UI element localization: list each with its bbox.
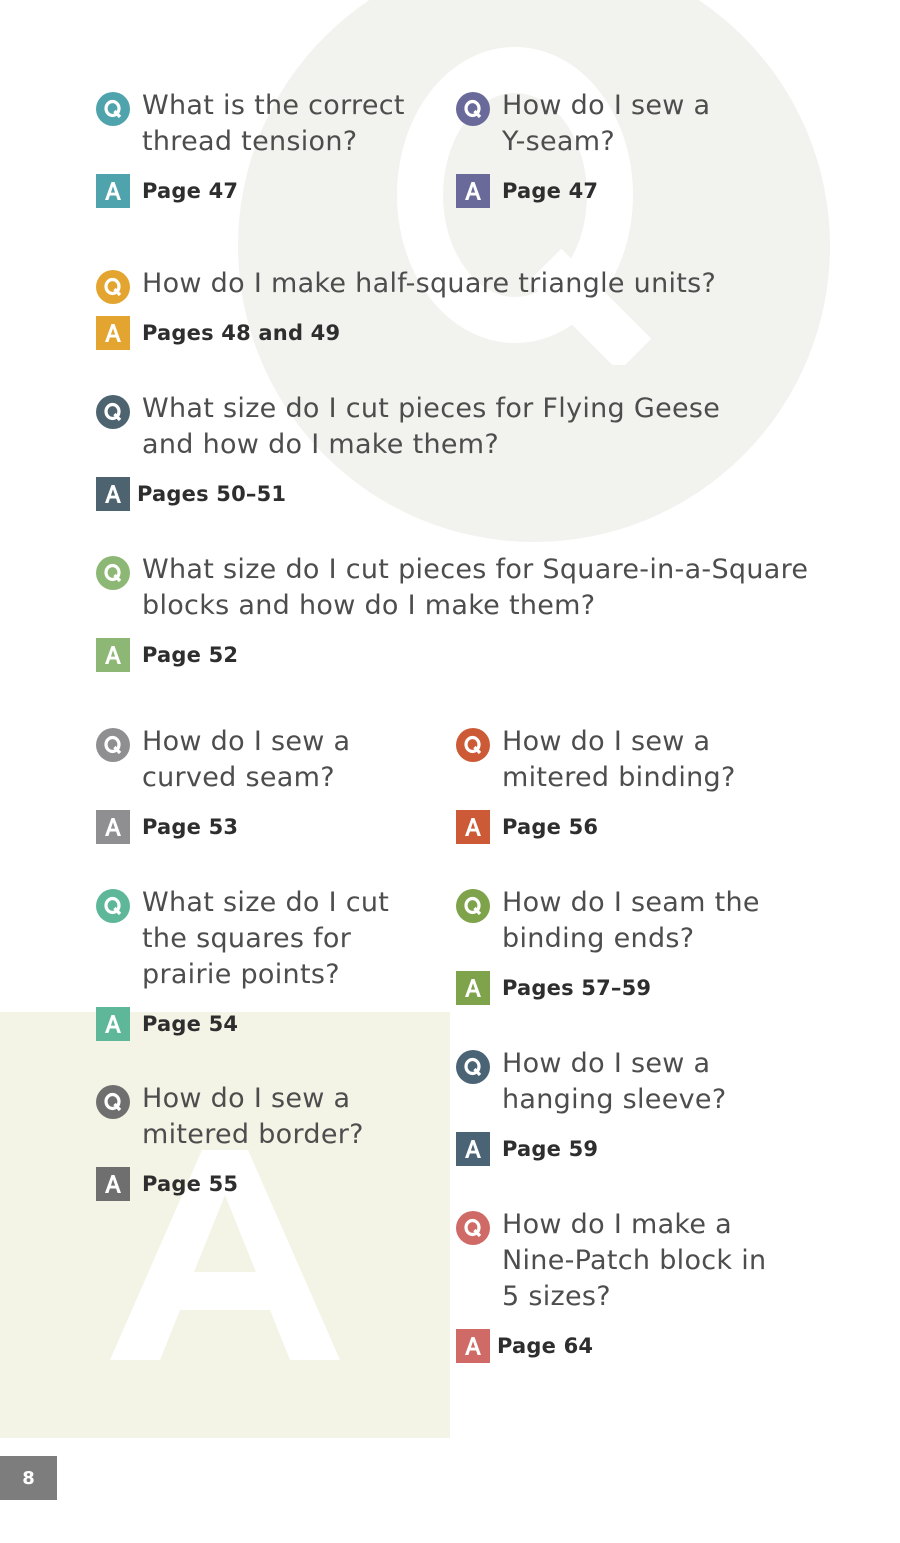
qa-item-mitered-border — [96, 1081, 364, 1201]
a-badge-icon — [96, 316, 130, 350]
answer-page-link[interactable]: Page 52 — [142, 643, 239, 667]
q-badge-icon — [456, 889, 490, 923]
answer-page-link[interactable]: Page 54 — [142, 1012, 239, 1036]
answer-page-link[interactable]: Page 55 — [142, 1172, 239, 1196]
answer-page-link[interactable]: Page 47 — [142, 179, 239, 203]
qa-item-nine-patch — [456, 1207, 766, 1363]
qa-item-curved-seam — [96, 724, 350, 844]
q-badge-icon — [96, 728, 130, 762]
q-badge-icon — [96, 270, 130, 304]
q-badge-icon — [96, 889, 130, 923]
question-text: How do I sew a Y-seam? — [502, 90, 711, 157]
qa-item-hanging-sleeve — [456, 1046, 726, 1166]
a-badge-icon — [456, 1132, 490, 1166]
question-text: How do I make a Nine-Patch block in 5 sizes? — [502, 1209, 767, 1312]
q-badge-icon — [456, 92, 490, 126]
a-badge-icon — [96, 810, 130, 844]
q-badge-icon — [96, 92, 130, 126]
answer-page-link[interactable]: Pages 48 and 49 — [142, 321, 341, 345]
question-text: What size do I cut pieces for Square-in-a-Square blocks and how do I make them? — [142, 554, 809, 621]
a-badge-icon — [96, 638, 130, 672]
question-text: How do I sew a curved seam? — [142, 726, 351, 793]
qa-item-half-square-triangles — [96, 266, 716, 350]
a-badge-icon — [456, 174, 490, 208]
q-badge-icon — [96, 1085, 130, 1119]
a-badge-icon — [456, 810, 490, 844]
page-number: 8 — [0, 1456, 57, 1500]
answer-page-link[interactable]: Pages 50–51 — [137, 482, 287, 506]
question-text: How do I sew a mitered border? — [142, 1083, 364, 1150]
qa-item-flying-geese — [96, 391, 720, 511]
a-badge-icon — [96, 477, 130, 511]
a-badge-icon — [96, 174, 130, 208]
question-text: How do I make half-square triangle units? — [142, 268, 717, 299]
qa-item-binding-ends — [456, 885, 760, 1005]
qa-item-y-seam — [456, 88, 710, 208]
qa-item-square-in-a-square — [96, 552, 808, 672]
answer-page-link[interactable]: Page 53 — [142, 815, 239, 839]
question-text: How do I sew a hanging sleeve? — [502, 1048, 727, 1115]
answer-page-link[interactable]: Page 59 — [502, 1137, 599, 1161]
question-text: How do I seam the binding ends? — [502, 887, 760, 954]
a-badge-icon — [96, 1167, 130, 1201]
q-badge-icon — [96, 556, 130, 590]
a-badge-icon — [456, 971, 490, 1005]
question-text: What size do I cut the squares for prairie points? — [142, 887, 390, 990]
answer-page-link[interactable]: Page 47 — [502, 179, 599, 203]
q-badge-icon — [96, 395, 130, 429]
question-text: What is the correct thread tension? — [142, 90, 405, 157]
q-badge-icon — [456, 1211, 490, 1245]
q-badge-icon — [456, 1050, 490, 1084]
answer-page-link[interactable]: Pages 57–59 — [502, 976, 652, 1000]
question-text: What size do I cut pieces for Flying Geese and how do I make them? — [142, 393, 721, 460]
a-badge-icon — [456, 1329, 490, 1363]
qa-item-thread-tension — [96, 88, 405, 208]
qa-item-mitered-binding — [456, 724, 736, 844]
a-badge-icon — [96, 1007, 130, 1041]
qa-item-prairie-points — [96, 885, 389, 1041]
question-text: How do I sew a mitered binding? — [502, 726, 736, 793]
answer-page-link[interactable]: Page 56 — [502, 815, 599, 839]
answer-page-link[interactable]: Page 64 — [497, 1334, 594, 1358]
q-badge-icon — [456, 728, 490, 762]
